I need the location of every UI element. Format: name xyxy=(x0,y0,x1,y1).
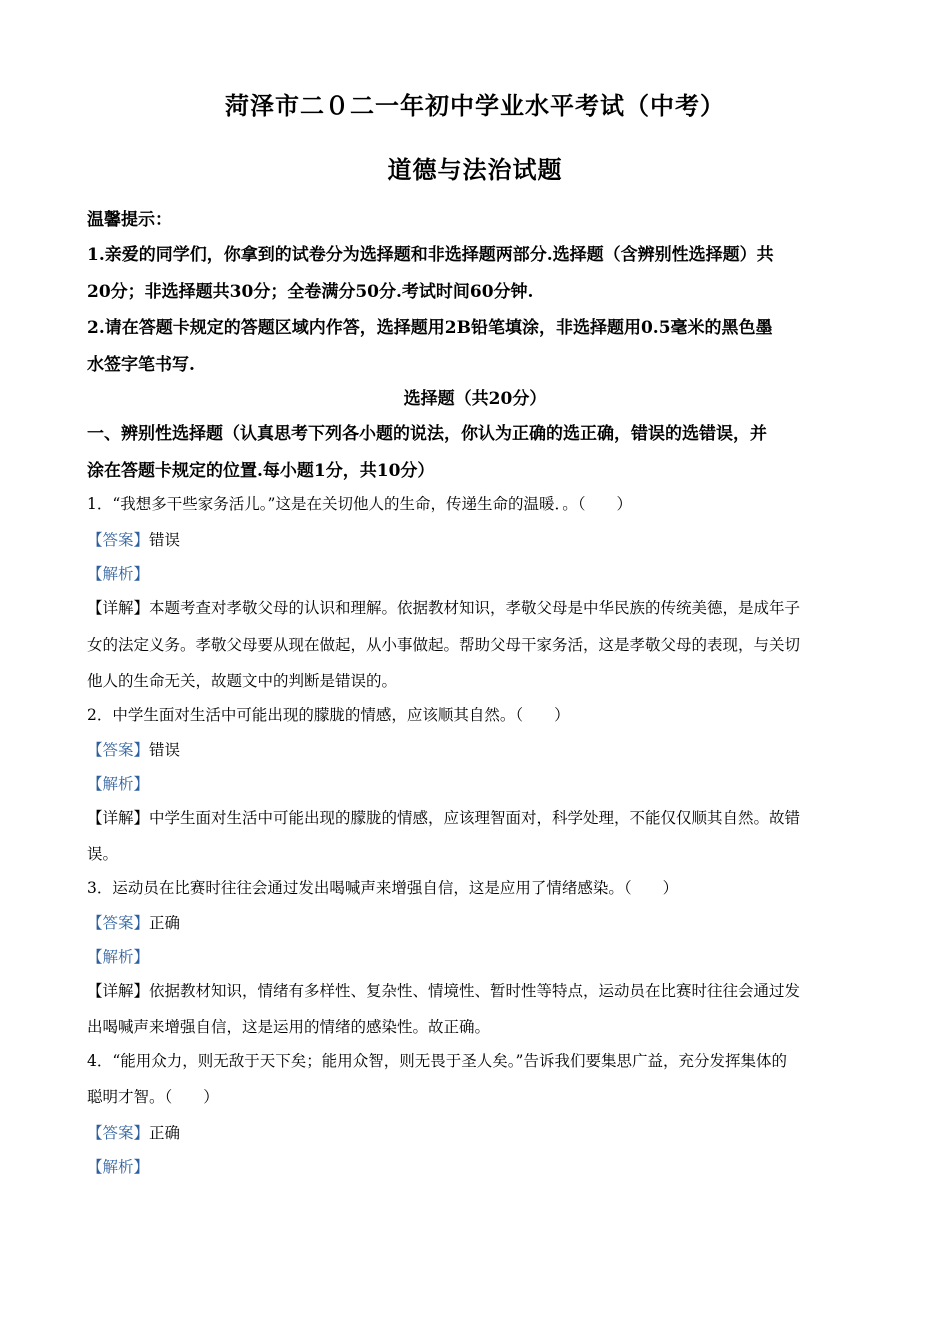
answer-tag: 【答案】 xyxy=(87,741,150,759)
tips-heading: 温馨提示： xyxy=(87,210,172,230)
question-2-detail xyxy=(87,806,877,828)
detail-tag: 【详解】 xyxy=(87,809,150,827)
tips-line: 水签字笔书写. xyxy=(87,355,195,375)
analysis-tag: 【解析】 xyxy=(87,565,150,583)
analysis-tag: 【解析】 xyxy=(87,775,150,793)
section-title: 选择题（共20分） xyxy=(403,389,547,409)
tips-line: 20分；非选择题共30分；全卷满分50分.考试时间60分钟. xyxy=(87,282,534,302)
part-instructions: 涂在答题卡规定的位置.每小题1分，共10分） xyxy=(87,461,435,481)
answer-tag: 【答案】 xyxy=(87,531,150,549)
question-4-text: 4．“能用众力，则无敌于天下矣；能用众智，则无畏于圣人矣。”告诉我们要集思广益，充分发挥集体的 xyxy=(87,1052,787,1070)
question-1-detail xyxy=(87,596,877,618)
detail-line: 女的法定义务。孝敬父母要从现在做起，从小事做起。帮助父母干家务活，这是孝敬父母的表现，与关切 xyxy=(87,636,801,654)
question-3-detail xyxy=(87,979,877,1001)
question-2-text: 2．中学生面对生活中可能出现的朦胧的情感，应该顺其自然。（ ） xyxy=(87,706,570,724)
answer-value: 错误 xyxy=(149,741,181,759)
tips-line: 2.请在答题卡规定的答题区域内作答，选择题用2B铅笔填涂，非选择题用0.5毫米的黑色墨 xyxy=(87,318,773,338)
question-1-answer xyxy=(87,528,877,550)
question-4-text: 聪明才智。（ ） xyxy=(87,1088,219,1106)
analysis-tag: 【解析】 xyxy=(87,948,150,966)
detail-line: 本题考查对孝敬父母的认识和理解。依据教材知识，孝敬父母是中华民族的传统美德，是成年子 xyxy=(149,599,801,617)
question-3-text: 3．运动员在比赛时往往会通过发出喝喊声来增强自信，这是应用了情绪感染。（ ） xyxy=(87,879,679,897)
detail-tag: 【详解】 xyxy=(87,599,150,617)
exam-subtitle: 道德与法治试题 xyxy=(387,155,563,184)
detail-line: 中学生面对生活中可能出现的朦胧的情感，应该理智面对，科学处理，不能仅仅顺其自然。故错 xyxy=(149,809,801,827)
detail-tag: 【详解】 xyxy=(87,982,150,1000)
analysis-tag: 【解析】 xyxy=(87,1158,150,1176)
detail-line: 依据教材知识，情绪有多样性、复杂性、情境性、暂时性等特点，运动员在比赛时往往会通过发 xyxy=(149,982,801,1000)
detail-line: 他人的生命无关，故题文中的判断是错误的。 xyxy=(87,672,398,690)
part-instructions: 一、辨别性选择题（认真思考下列各小题的说法，你认为正确的选正确，错误的选错误，并 xyxy=(87,424,767,444)
exam-title: 菏泽市二０二一年初中学业水平考试（中考） xyxy=(225,91,725,120)
question-2-answer xyxy=(87,738,877,760)
answer-value: 正确 xyxy=(149,1124,181,1142)
question-3-answer xyxy=(87,911,877,933)
detail-line: 出喝喊声来增强自信，这是运用的情绪的感染性。故正确。 xyxy=(87,1018,491,1036)
detail-line: 误。 xyxy=(87,845,119,863)
answer-tag: 【答案】 xyxy=(87,914,150,932)
answer-tag: 【答案】 xyxy=(87,1124,150,1142)
answer-value: 错误 xyxy=(149,531,181,549)
answer-value: 正确 xyxy=(149,914,181,932)
question-4-answer xyxy=(87,1121,877,1143)
question-1-text: 1．“我想多干些家务活儿。”这是在关切他人的生命，传递生命的温暖．。（ ） xyxy=(87,495,632,513)
tips-line: 1.亲爱的同学们，你拿到的试卷分为选择题和非选择题两部分.选择题（含辨别性选择题）共 xyxy=(87,245,774,265)
